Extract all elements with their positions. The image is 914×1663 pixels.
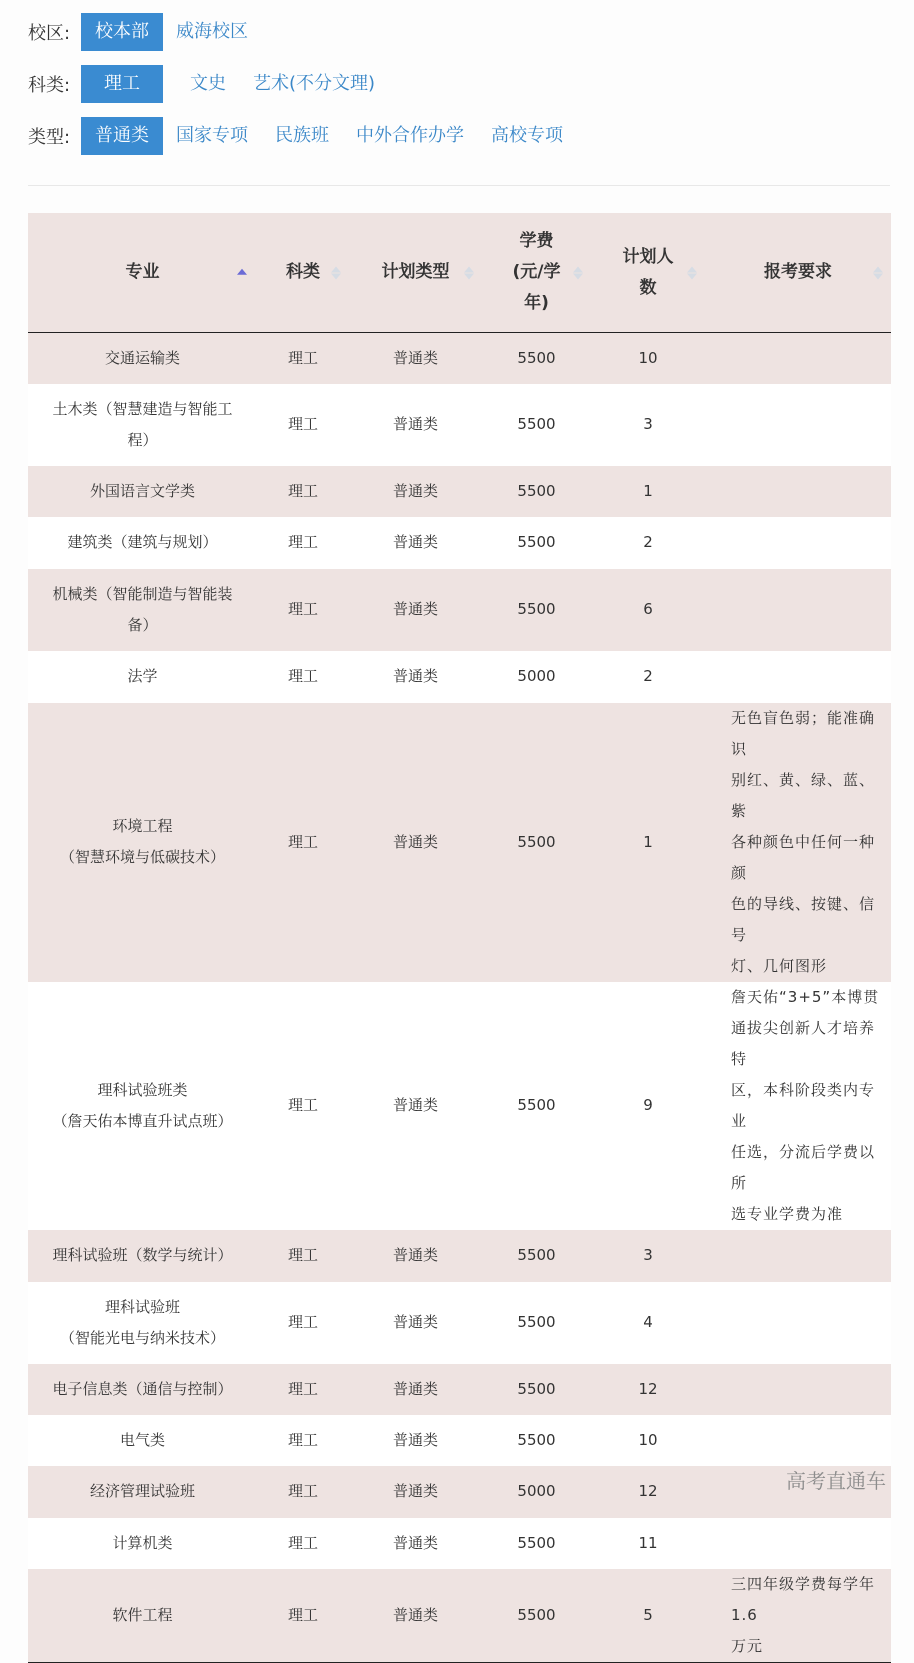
cell-plan-type: 普通类 xyxy=(349,982,482,1230)
header-requirement-label: 报考要求 xyxy=(764,262,832,282)
requirement-line: 灯、几何图形 xyxy=(731,956,828,975)
major-name-line-1[interactable]: 交通运输类 xyxy=(104,348,180,367)
major-name-line-1[interactable]: 法学 xyxy=(127,667,158,685)
cell-requirement xyxy=(705,1518,891,1569)
cell-count: 5 xyxy=(591,1569,705,1663)
major-name-line-1[interactable]: 计算机类 xyxy=(112,1533,173,1552)
header-fee-label-2: (元/学 xyxy=(512,262,561,282)
cell-count: 12 xyxy=(591,1466,705,1518)
major-name-line-2[interactable]: （智慧环境与低碳技术） xyxy=(59,848,225,866)
campus-option-weihai[interactable]: 威海校区 xyxy=(176,21,248,42)
cell-count: 12 xyxy=(591,1364,705,1415)
header-plan-type[interactable] xyxy=(349,213,482,333)
header-fee-label-1: 学费 xyxy=(519,231,554,251)
cell-subject: 理工 xyxy=(257,1415,349,1466)
cell-plan-type: 普通类 xyxy=(349,517,482,569)
requirement-line: 区，本科阶段类内专业 xyxy=(731,1080,876,1130)
table-row xyxy=(28,1364,891,1415)
cell-requirement xyxy=(705,1230,891,1282)
cell-major[interactable] xyxy=(28,651,257,703)
cell-count: 9 xyxy=(591,982,705,1230)
cell-major[interactable] xyxy=(28,517,257,569)
cell-requirement xyxy=(705,703,891,982)
cell-fee: 5500 xyxy=(482,569,591,651)
cell-plan-type: 普通类 xyxy=(349,1230,482,1282)
requirement-line: 无色盲色弱；能准确识 xyxy=(731,708,876,758)
major-name-line-1[interactable]: 外国语言文学类 xyxy=(89,481,195,500)
cell-requirement xyxy=(705,651,891,703)
header-count[interactable] xyxy=(591,213,705,333)
cell-plan-type: 普通类 xyxy=(349,1518,482,1569)
cell-count: 3 xyxy=(591,1230,705,1282)
cell-major[interactable] xyxy=(28,333,257,384)
table-row xyxy=(28,982,891,1230)
cell-plan-type: 普通类 xyxy=(349,333,482,384)
major-name-line-1[interactable]: 电子信息类（通信与控制） xyxy=(52,1379,233,1398)
cell-major[interactable] xyxy=(28,1282,257,1364)
subject-option-science[interactable]: 理工 xyxy=(81,65,163,103)
table-header-row xyxy=(28,213,891,333)
cell-major[interactable] xyxy=(28,1466,257,1518)
cell-fee: 5500 xyxy=(482,1230,591,1282)
cell-subject: 理工 xyxy=(257,466,349,517)
table-row xyxy=(28,1415,891,1466)
type-option-ethnic[interactable]: 民族班 xyxy=(275,125,329,146)
cell-fee: 5500 xyxy=(482,1518,591,1569)
header-fee-label-3: 年) xyxy=(524,293,549,313)
requirement-line: 别红、黄、绿、蓝、紫 xyxy=(731,770,876,820)
cell-requirement xyxy=(705,1569,891,1663)
cell-plan-type: 普通类 xyxy=(349,384,482,466)
table-row xyxy=(28,1282,891,1364)
type-option-sino-foreign[interactable]: 中外合作办学 xyxy=(356,125,464,146)
cell-fee: 5500 xyxy=(482,517,591,569)
cell-count: 4 xyxy=(591,1282,705,1364)
requirement-line: 詹天佑“3+5”本博贯 xyxy=(731,987,880,1006)
cell-subject: 理工 xyxy=(257,1518,349,1569)
cell-subject: 理工 xyxy=(257,384,349,466)
table-row xyxy=(28,703,891,982)
cell-subject: 理工 xyxy=(257,1569,349,1663)
cell-requirement xyxy=(705,1282,891,1364)
type-filter-label: 类型: xyxy=(28,127,71,148)
cell-subject: 理工 xyxy=(257,1282,349,1364)
major-name-line-1[interactable]: 理科试验班类 xyxy=(97,1080,188,1099)
cell-count: 1 xyxy=(591,466,705,517)
major-name-line-2[interactable]: （詹天佑本博直升试点班） xyxy=(52,1111,233,1130)
major-name-line-1[interactable]: 建筑类（建筑与规划） xyxy=(67,533,218,551)
header-fee[interactable] xyxy=(482,213,591,333)
sort-icon[interactable] xyxy=(687,266,697,279)
enrollment-plan-table xyxy=(28,213,891,1663)
major-name-line-2[interactable]: 程） xyxy=(127,430,158,449)
cell-subject: 理工 xyxy=(257,569,349,651)
cell-major[interactable] xyxy=(28,703,257,982)
major-name-line-1[interactable]: 土木类（智慧建造与智能工 xyxy=(52,399,233,418)
cell-fee: 5500 xyxy=(482,466,591,517)
cell-fee: 5000 xyxy=(482,1466,591,1518)
cell-major[interactable] xyxy=(28,569,257,651)
campus-filter-row xyxy=(28,13,275,51)
cell-requirement xyxy=(705,384,891,466)
subject-filter-label: 科类: xyxy=(28,75,71,96)
sort-asc-icon[interactable] xyxy=(237,268,247,274)
subject-option-arts[interactable]: 文史 xyxy=(190,73,226,94)
cell-subject: 理工 xyxy=(257,982,349,1230)
campus-option-main[interactable]: 校本部 xyxy=(81,13,163,51)
requirement-line: 各种颜色中任何一种颜 xyxy=(731,832,876,882)
cell-major[interactable] xyxy=(28,1230,257,1282)
cell-subject: 理工 xyxy=(257,703,349,982)
cell-requirement xyxy=(705,466,891,517)
type-filter-row xyxy=(28,117,590,155)
cell-fee: 5500 xyxy=(482,1282,591,1364)
header-count-label-1: 计划人 xyxy=(622,246,674,267)
cell-subject: 理工 xyxy=(257,651,349,703)
cell-plan-type: 普通类 xyxy=(349,1569,482,1663)
major-name-line-1[interactable]: 经济管理试验班 xyxy=(89,1482,195,1500)
cell-fee: 5500 xyxy=(482,333,591,384)
cell-subject: 理工 xyxy=(257,1466,349,1518)
header-subject[interactable] xyxy=(257,213,349,333)
cell-requirement xyxy=(705,569,891,651)
major-name-line-1[interactable]: 电气类 xyxy=(119,1430,165,1449)
cell-count: 10 xyxy=(591,1415,705,1466)
cell-subject: 理工 xyxy=(257,1364,349,1415)
subject-filter-row xyxy=(28,65,402,103)
major-name-line-1[interactable]: 环境工程 xyxy=(112,817,173,835)
cell-fee: 5500 xyxy=(482,703,591,982)
cell-subject: 理工 xyxy=(257,517,349,569)
cell-major[interactable] xyxy=(28,466,257,517)
header-count-label-2: 数 xyxy=(639,277,657,298)
header-major[interactable] xyxy=(28,213,257,333)
requirement-line: 色的导线、按键、信号 xyxy=(731,894,876,944)
major-name-line-1[interactable]: 软件工程 xyxy=(112,1605,173,1624)
cell-plan-type: 普通类 xyxy=(349,1364,482,1415)
table-row xyxy=(28,1466,891,1518)
sort-icon[interactable] xyxy=(331,266,341,279)
sort-icon[interactable] xyxy=(573,266,583,279)
cell-plan-type: 普通类 xyxy=(349,569,482,651)
cell-major[interactable] xyxy=(28,1518,257,1569)
header-subject-label: 科类 xyxy=(286,262,320,282)
cell-count: 2 xyxy=(591,651,705,703)
cell-plan-type: 普通类 xyxy=(349,1282,482,1364)
cell-fee: 5500 xyxy=(482,384,591,466)
cell-requirement xyxy=(705,1415,891,1466)
cell-requirement xyxy=(705,982,891,1230)
table-row xyxy=(28,466,891,517)
cell-major[interactable] xyxy=(28,982,257,1230)
cell-count: 6 xyxy=(591,569,705,651)
table-row xyxy=(28,1518,891,1569)
watermark: 高考直通车 xyxy=(786,1469,886,1493)
requirement-line: 任选，分流后学费以所 xyxy=(731,1142,876,1192)
table-row xyxy=(28,651,891,703)
table-row xyxy=(28,1230,891,1282)
header-plan-type-label: 计划类型 xyxy=(381,262,450,282)
major-name-line-1[interactable]: 机械类（智能制造与智能装 xyxy=(52,584,233,603)
cell-subject: 理工 xyxy=(257,333,349,384)
cell-major[interactable] xyxy=(28,384,257,466)
table-row xyxy=(28,1569,891,1663)
cell-count: 1 xyxy=(591,703,705,982)
type-option-university[interactable]: 高校专项 xyxy=(491,125,563,146)
filter-divider xyxy=(28,185,890,186)
cell-plan-type: 普通类 xyxy=(349,466,482,517)
cell-count: 11 xyxy=(591,1518,705,1569)
table-row xyxy=(28,333,891,384)
cell-plan-type: 普通类 xyxy=(349,651,482,703)
cell-major[interactable] xyxy=(28,1569,257,1663)
requirement-line: 万元 xyxy=(731,1636,764,1655)
cell-subject: 理工 xyxy=(257,1230,349,1282)
cell-requirement xyxy=(705,517,891,569)
table-row xyxy=(28,569,891,651)
header-major-label: 专业 xyxy=(125,262,160,282)
header-requirement[interactable] xyxy=(705,213,891,333)
cell-major[interactable] xyxy=(28,1364,257,1415)
major-name-line-1[interactable]: 理科试验班（数学与统计） xyxy=(52,1246,233,1264)
sort-icon[interactable] xyxy=(873,266,883,279)
table-row xyxy=(28,384,891,466)
major-name-line-2[interactable]: 备） xyxy=(127,615,158,634)
campus-filter-label: 校区: xyxy=(28,23,71,44)
cell-count: 10 xyxy=(591,333,705,384)
cell-plan-type: 普通类 xyxy=(349,1466,482,1518)
requirement-line: 三四年级学费每学年1.6 xyxy=(731,1574,876,1624)
cell-fee: 5500 xyxy=(482,982,591,1230)
major-name-line-2[interactable]: （智能光电与纳米技术） xyxy=(59,1328,225,1347)
type-option-general[interactable]: 普通类 xyxy=(81,117,163,155)
major-name-line-1[interactable]: 理科试验班 xyxy=(104,1297,180,1316)
type-option-national[interactable]: 国家专项 xyxy=(176,125,248,146)
cell-count: 3 xyxy=(591,384,705,466)
cell-fee: 5500 xyxy=(482,1364,591,1415)
cell-count: 2 xyxy=(591,517,705,569)
cell-requirement xyxy=(705,333,891,384)
cell-plan-type: 普通类 xyxy=(349,1415,482,1466)
cell-plan-type: 普通类 xyxy=(349,703,482,982)
requirement-line: 通拔尖创新人才培养特 xyxy=(731,1018,876,1068)
table-row xyxy=(28,517,891,569)
cell-fee: 5500 xyxy=(482,1415,591,1466)
subject-option-art[interactable]: 艺术(不分文理) xyxy=(253,73,376,94)
cell-major[interactable] xyxy=(28,1415,257,1466)
cell-requirement xyxy=(705,1364,891,1415)
requirement-line: 选专业学费为准 xyxy=(731,1204,844,1223)
cell-fee: 5000 xyxy=(482,651,591,703)
cell-fee: 5500 xyxy=(482,1569,591,1663)
sort-icon[interactable] xyxy=(464,266,474,279)
